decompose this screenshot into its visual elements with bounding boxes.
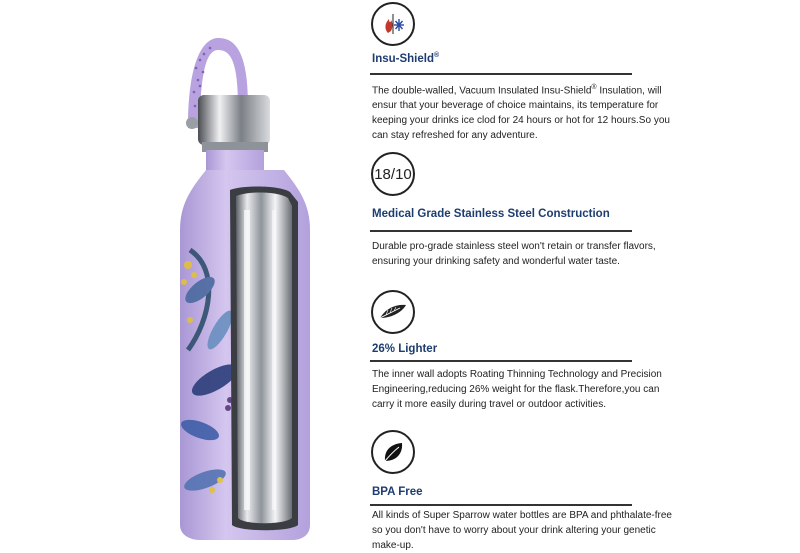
divider <box>370 73 632 75</box>
feature-bpa-free <box>368 428 672 551</box>
divider <box>370 230 632 232</box>
steel-grade-label: 18/10 <box>374 165 412 183</box>
feature-title: BPA Free <box>372 486 423 498</box>
feature-insu-shield <box>368 0 668 140</box>
leaf-icon <box>371 430 415 474</box>
feature-icon <box>371 290 415 334</box>
feature-title: Medical Grade Stainless Steel Construction <box>372 208 610 220</box>
hot-cold-icon <box>371 2 415 46</box>
steel-grade-icon <box>371 152 415 196</box>
bottle-cutaway-image <box>160 20 340 545</box>
feature-description: Durable pro-grade stainless steel won't retain or transfer flavors, ensuring your drinking safety and wonderful water taste. <box>372 241 656 267</box>
feature-title: Insu-Shield® <box>372 52 440 65</box>
divider <box>370 360 632 362</box>
feature-steel-construction <box>368 150 668 270</box>
feature-title: 26% Lighter <box>372 343 438 355</box>
feature-description: The double-walled, Vacuum Insulated Insu-Shield® Insulation, will ensur that your beverage of choice maintains, its temperature for keeping your drinks ice clod for 24 hours or hot for 12 hours.So you can stay refreshed for any adventure. <box>372 84 670 142</box>
feature-description: All kinds of Super Sparrow water bottles are BPA and phthalate-free so you don't have to worry about your drink altering your genetic make-up. <box>372 510 672 551</box>
divider <box>370 504 632 506</box>
feature-description: The inner wall adopts Roating Thinning Technology and Precision Engineering,reducing 26% weight for the flask.Therefore,you can carry it more easily during travel or outdoor activities. <box>372 369 662 410</box>
feature-lighter <box>368 288 668 418</box>
